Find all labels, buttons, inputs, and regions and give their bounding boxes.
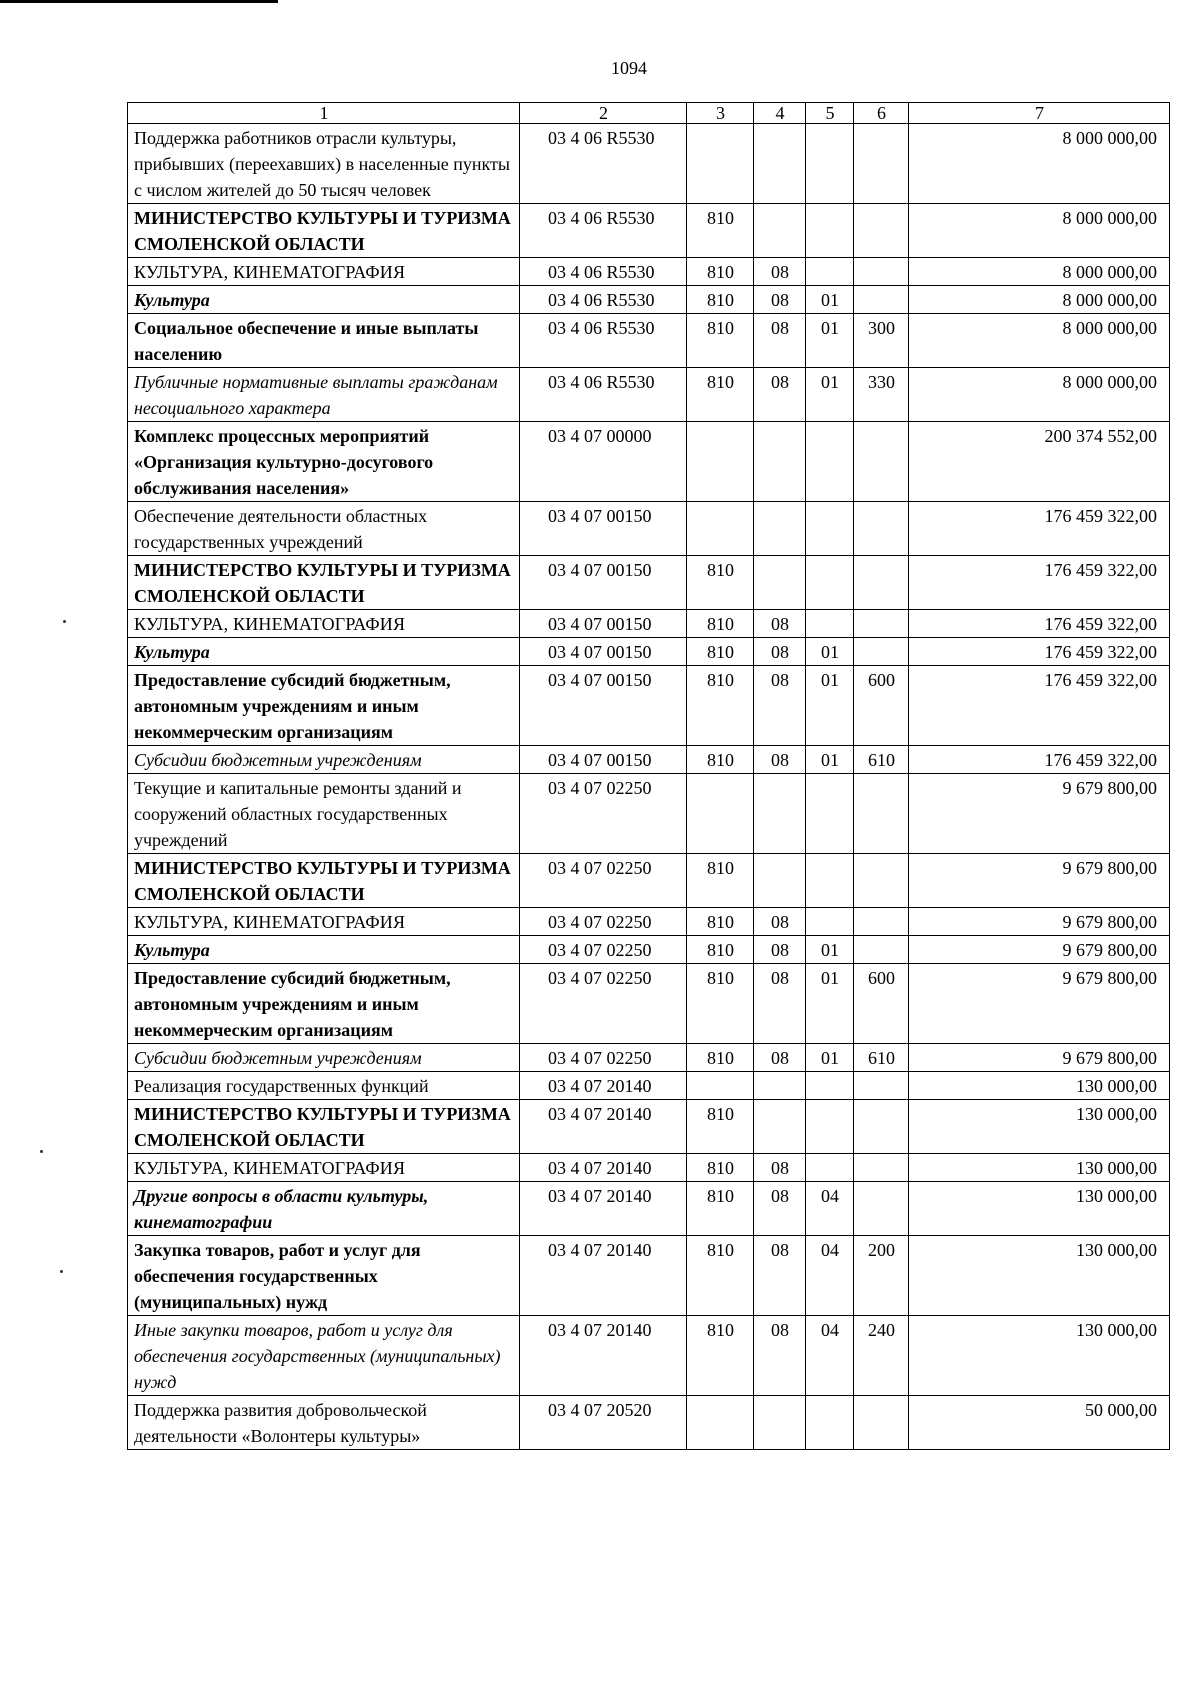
- row-ministry-code: 810: [687, 908, 754, 936]
- row-name: Субсидии бюджетным учреждениям: [128, 1044, 520, 1072]
- row-target-code: 03 4 06 R5530: [520, 258, 687, 286]
- row-name: КУЛЬТУРА, КИНЕМАТОГРАФИЯ: [128, 258, 520, 286]
- row-section-code: [754, 422, 806, 502]
- header-cell: 6: [854, 103, 909, 124]
- row-name: Обеспечение деятельности областных государственных учреждений: [128, 502, 520, 556]
- row-section-code: [754, 1396, 806, 1450]
- row-subsection-code: [806, 610, 854, 638]
- row-target-code: 03 4 07 20140: [520, 1072, 687, 1100]
- row-ministry-code: 810: [687, 1236, 754, 1316]
- row-name: Комплекс процессных мероприятий «Организация культурно-досугового обслуживания населения»: [128, 422, 520, 502]
- row-target-code: 03 4 06 R5530: [520, 204, 687, 258]
- row-name: Поддержка работников отрасли культуры, прибывших (переехавших) в населенные пункты с числом жителей до 50 тысяч человек: [128, 124, 520, 204]
- row-amount: 8 000 000,00: [909, 286, 1170, 314]
- table-row: [128, 908, 1170, 936]
- row-amount: 200 374 552,00: [909, 422, 1170, 502]
- row-expense-type: 600: [854, 666, 909, 746]
- row-amount: 176 459 322,00: [909, 556, 1170, 610]
- row-ministry-code: 810: [687, 746, 754, 774]
- header-cell: 5: [806, 103, 854, 124]
- row-ministry-code: 810: [687, 286, 754, 314]
- row-expense-type: 610: [854, 1044, 909, 1072]
- row-section-code: 08: [754, 746, 806, 774]
- row-subsection-code: 04: [806, 1316, 854, 1396]
- row-target-code: 03 4 07 20520: [520, 1396, 687, 1450]
- row-ministry-code: [687, 502, 754, 556]
- row-amount: 130 000,00: [909, 1154, 1170, 1182]
- row-name: Культура: [128, 286, 520, 314]
- table-row: [128, 1182, 1170, 1236]
- table-row: [128, 204, 1170, 258]
- row-ministry-code: 810: [687, 964, 754, 1044]
- row-name: Поддержка развития добровольческой деятельности «Волонтеры культуры»: [128, 1396, 520, 1450]
- row-subsection-code: 01: [806, 286, 854, 314]
- table-row: [128, 964, 1170, 1044]
- row-expense-type: [854, 258, 909, 286]
- row-section-code: 08: [754, 666, 806, 746]
- row-subsection-code: [806, 556, 854, 610]
- row-amount: 8 000 000,00: [909, 314, 1170, 368]
- row-amount: 8 000 000,00: [909, 258, 1170, 286]
- row-subsection-code: 01: [806, 368, 854, 422]
- scan-speck: [40, 1150, 43, 1153]
- row-subsection-code: 01: [806, 1044, 854, 1072]
- row-target-code: 03 4 07 20140: [520, 1182, 687, 1236]
- row-section-code: 08: [754, 908, 806, 936]
- row-target-code: 03 4 06 R5530: [520, 286, 687, 314]
- row-name: Культура: [128, 936, 520, 964]
- table-row: [128, 1072, 1170, 1100]
- row-subsection-code: [806, 774, 854, 854]
- row-name: Публичные нормативные выплаты гражданам несоциального характера: [128, 368, 520, 422]
- row-subsection-code: [806, 258, 854, 286]
- table-row: [128, 666, 1170, 746]
- row-expense-type: [854, 422, 909, 502]
- row-ministry-code: 810: [687, 666, 754, 746]
- row-target-code: 03 4 07 00150: [520, 502, 687, 556]
- row-name: Текущие и капитальные ремонты зданий и сооружений областных государственных учреждений: [128, 774, 520, 854]
- row-section-code: 08: [754, 1236, 806, 1316]
- table-row: [128, 258, 1170, 286]
- table-row: [128, 124, 1170, 204]
- row-amount: 130 000,00: [909, 1100, 1170, 1154]
- table-row: [128, 774, 1170, 854]
- row-amount: 9 679 800,00: [909, 854, 1170, 908]
- row-ministry-code: [687, 124, 754, 204]
- header-cell: 4: [754, 103, 806, 124]
- row-expense-type: [854, 204, 909, 258]
- row-ministry-code: 810: [687, 1316, 754, 1396]
- row-amount: 8 000 000,00: [909, 368, 1170, 422]
- row-section-code: [754, 556, 806, 610]
- row-subsection-code: 01: [806, 964, 854, 1044]
- row-subsection-code: 01: [806, 936, 854, 964]
- table-row: [128, 1396, 1170, 1450]
- row-section-code: 08: [754, 314, 806, 368]
- row-subsection-code: 04: [806, 1182, 854, 1236]
- row-name: МИНИСТЕРСТВО КУЛЬТУРЫ И ТУРИЗМА СМОЛЕНСКОЙ ОБЛАСТИ: [128, 556, 520, 610]
- table-row: [128, 1044, 1170, 1072]
- row-subsection-code: [806, 1072, 854, 1100]
- row-section-code: [754, 502, 806, 556]
- row-ministry-code: 810: [687, 1154, 754, 1182]
- table-row: [128, 1100, 1170, 1154]
- top-rule: [0, 0, 278, 3]
- row-subsection-code: [806, 204, 854, 258]
- row-name: Реализация государственных функций: [128, 1072, 520, 1100]
- header-cell: 7: [909, 103, 1170, 124]
- table-row: [128, 638, 1170, 666]
- row-section-code: 08: [754, 1182, 806, 1236]
- table-row: [128, 610, 1170, 638]
- row-subsection-code: 04: [806, 1236, 854, 1316]
- row-target-code: 03 4 07 02250: [520, 964, 687, 1044]
- row-subsection-code: 01: [806, 746, 854, 774]
- row-amount: 50 000,00: [909, 1396, 1170, 1450]
- table-row: [128, 936, 1170, 964]
- row-expense-type: [854, 1154, 909, 1182]
- row-expense-type: [854, 1100, 909, 1154]
- row-section-code: 08: [754, 286, 806, 314]
- row-name: КУЛЬТУРА, КИНЕМАТОГРАФИЯ: [128, 908, 520, 936]
- table-row: [128, 314, 1170, 368]
- header-cell: 3: [687, 103, 754, 124]
- row-target-code: 03 4 07 20140: [520, 1316, 687, 1396]
- row-section-code: 08: [754, 964, 806, 1044]
- table-row: [128, 368, 1170, 422]
- row-amount: 9 679 800,00: [909, 936, 1170, 964]
- row-target-code: 03 4 07 02250: [520, 1044, 687, 1072]
- row-target-code: 03 4 07 00150: [520, 666, 687, 746]
- row-ministry-code: 810: [687, 258, 754, 286]
- row-subsection-code: [806, 854, 854, 908]
- table-row: [128, 1154, 1170, 1182]
- header-row: [128, 103, 1170, 124]
- table-row: [128, 502, 1170, 556]
- row-ministry-code: [687, 1072, 754, 1100]
- row-section-code: [754, 204, 806, 258]
- row-expense-type: [854, 286, 909, 314]
- row-amount: 9 679 800,00: [909, 908, 1170, 936]
- row-amount: 130 000,00: [909, 1072, 1170, 1100]
- row-subsection-code: 01: [806, 638, 854, 666]
- table-row: [128, 422, 1170, 502]
- row-amount: 176 459 322,00: [909, 502, 1170, 556]
- row-amount: 130 000,00: [909, 1316, 1170, 1396]
- header-cell: 1: [128, 103, 520, 124]
- row-target-code: 03 4 07 20140: [520, 1100, 687, 1154]
- row-expense-type: [854, 908, 909, 936]
- row-subsection-code: [806, 908, 854, 936]
- row-expense-type: [854, 936, 909, 964]
- row-ministry-code: 810: [687, 1100, 754, 1154]
- row-amount: 130 000,00: [909, 1182, 1170, 1236]
- scan-speck: [60, 1270, 63, 1273]
- row-expense-type: [854, 774, 909, 854]
- row-name: МИНИСТЕРСТВО КУЛЬТУРЫ И ТУРИЗМА СМОЛЕНСКОЙ ОБЛАСТИ: [128, 204, 520, 258]
- row-expense-type: 330: [854, 368, 909, 422]
- header-cell: 2: [520, 103, 687, 124]
- row-target-code: 03 4 07 20140: [520, 1154, 687, 1182]
- row-ministry-code: 810: [687, 314, 754, 368]
- row-amount: 9 679 800,00: [909, 774, 1170, 854]
- row-target-code: 03 4 07 00150: [520, 556, 687, 610]
- row-section-code: [754, 1100, 806, 1154]
- row-ministry-code: 810: [687, 368, 754, 422]
- row-name: Культура: [128, 638, 520, 666]
- row-name: Иные закупки товаров, работ и услуг для обеспечения государственных (муниципальных) нужд: [128, 1316, 520, 1396]
- row-subsection-code: [806, 1396, 854, 1450]
- row-name: КУЛЬТУРА, КИНЕМАТОГРАФИЯ: [128, 1154, 520, 1182]
- row-expense-type: [854, 1182, 909, 1236]
- row-ministry-code: [687, 1396, 754, 1450]
- row-target-code: 03 4 07 00150: [520, 746, 687, 774]
- row-target-code: 03 4 06 R5530: [520, 124, 687, 204]
- row-amount: 176 459 322,00: [909, 746, 1170, 774]
- row-target-code: 03 4 07 00150: [520, 610, 687, 638]
- row-expense-type: 200: [854, 1236, 909, 1316]
- row-name: Субсидии бюджетным учреждениям: [128, 746, 520, 774]
- table-row: [128, 746, 1170, 774]
- row-expense-type: [854, 854, 909, 908]
- row-expense-type: [854, 124, 909, 204]
- row-ministry-code: 810: [687, 1182, 754, 1236]
- budget-table: [127, 102, 1170, 1450]
- row-name: Предоставление субсидий бюджетным, автономным учреждениям и иным некоммерческим организациям: [128, 666, 520, 746]
- table-row: [128, 1316, 1170, 1396]
- row-section-code: [754, 854, 806, 908]
- row-target-code: 03 4 06 R5530: [520, 314, 687, 368]
- row-expense-type: [854, 1072, 909, 1100]
- table-row: [128, 854, 1170, 908]
- row-target-code: 03 4 06 R5530: [520, 368, 687, 422]
- row-ministry-code: 810: [687, 936, 754, 964]
- table-row: [128, 286, 1170, 314]
- row-section-code: [754, 774, 806, 854]
- row-amount: 176 459 322,00: [909, 666, 1170, 746]
- row-subsection-code: [806, 422, 854, 502]
- row-expense-type: [854, 1396, 909, 1450]
- row-name: МИНИСТЕРСТВО КУЛЬТУРЫ И ТУРИЗМА СМОЛЕНСКОЙ ОБЛАСТИ: [128, 1100, 520, 1154]
- row-subsection-code: 01: [806, 666, 854, 746]
- row-ministry-code: 810: [687, 610, 754, 638]
- row-target-code: 03 4 07 02250: [520, 936, 687, 964]
- row-expense-type: 240: [854, 1316, 909, 1396]
- row-ministry-code: 810: [687, 204, 754, 258]
- row-section-code: [754, 124, 806, 204]
- row-target-code: 03 4 07 02250: [520, 854, 687, 908]
- row-section-code: 08: [754, 610, 806, 638]
- row-expense-type: 600: [854, 964, 909, 1044]
- row-section-code: 08: [754, 1316, 806, 1396]
- row-amount: 8 000 000,00: [909, 204, 1170, 258]
- row-amount: 176 459 322,00: [909, 638, 1170, 666]
- row-target-code: 03 4 07 02250: [520, 908, 687, 936]
- row-target-code: 03 4 07 00000: [520, 422, 687, 502]
- row-section-code: [754, 1072, 806, 1100]
- row-ministry-code: [687, 422, 754, 502]
- page-number: 1094: [611, 58, 647, 78]
- row-subsection-code: [806, 502, 854, 556]
- row-ministry-code: 810: [687, 854, 754, 908]
- table-row: [128, 1236, 1170, 1316]
- row-amount: 9 679 800,00: [909, 964, 1170, 1044]
- row-target-code: 03 4 07 00150: [520, 638, 687, 666]
- row-target-code: 03 4 07 02250: [520, 774, 687, 854]
- row-name: Социальное обеспечение и иные выплаты населению: [128, 314, 520, 368]
- row-target-code: 03 4 07 20140: [520, 1236, 687, 1316]
- row-expense-type: [854, 502, 909, 556]
- table-row: [128, 556, 1170, 610]
- row-amount: 9 679 800,00: [909, 1044, 1170, 1072]
- row-expense-type: [854, 556, 909, 610]
- row-expense-type: 300: [854, 314, 909, 368]
- row-name: Другие вопросы в области культуры, кинематографии: [128, 1182, 520, 1236]
- row-subsection-code: [806, 1100, 854, 1154]
- row-subsection-code: 01: [806, 314, 854, 368]
- row-ministry-code: 810: [687, 638, 754, 666]
- row-amount: 8 000 000,00: [909, 124, 1170, 204]
- row-expense-type: 610: [854, 746, 909, 774]
- row-name: КУЛЬТУРА, КИНЕМАТОГРАФИЯ: [128, 610, 520, 638]
- row-ministry-code: 810: [687, 1044, 754, 1072]
- row-expense-type: [854, 610, 909, 638]
- row-amount: 130 000,00: [909, 1236, 1170, 1316]
- row-expense-type: [854, 638, 909, 666]
- row-amount: 176 459 322,00: [909, 610, 1170, 638]
- row-section-code: 08: [754, 1154, 806, 1182]
- row-subsection-code: [806, 1154, 854, 1182]
- scan-speck: [63, 620, 66, 623]
- row-ministry-code: 810: [687, 556, 754, 610]
- row-name: Предоставление субсидий бюджетным, автономным учреждениям и иным некоммерческим организациям: [128, 964, 520, 1044]
- row-section-code: 08: [754, 368, 806, 422]
- row-ministry-code: [687, 774, 754, 854]
- row-section-code: 08: [754, 258, 806, 286]
- row-section-code: 08: [754, 1044, 806, 1072]
- row-section-code: 08: [754, 936, 806, 964]
- row-subsection-code: [806, 124, 854, 204]
- row-name: Закупка товаров, работ и услуг для обеспечения государственных (муниципальных) нужд: [128, 1236, 520, 1316]
- row-name: МИНИСТЕРСТВО КУЛЬТУРЫ И ТУРИЗМА СМОЛЕНСКОЙ ОБЛАСТИ: [128, 854, 520, 908]
- row-section-code: 08: [754, 638, 806, 666]
